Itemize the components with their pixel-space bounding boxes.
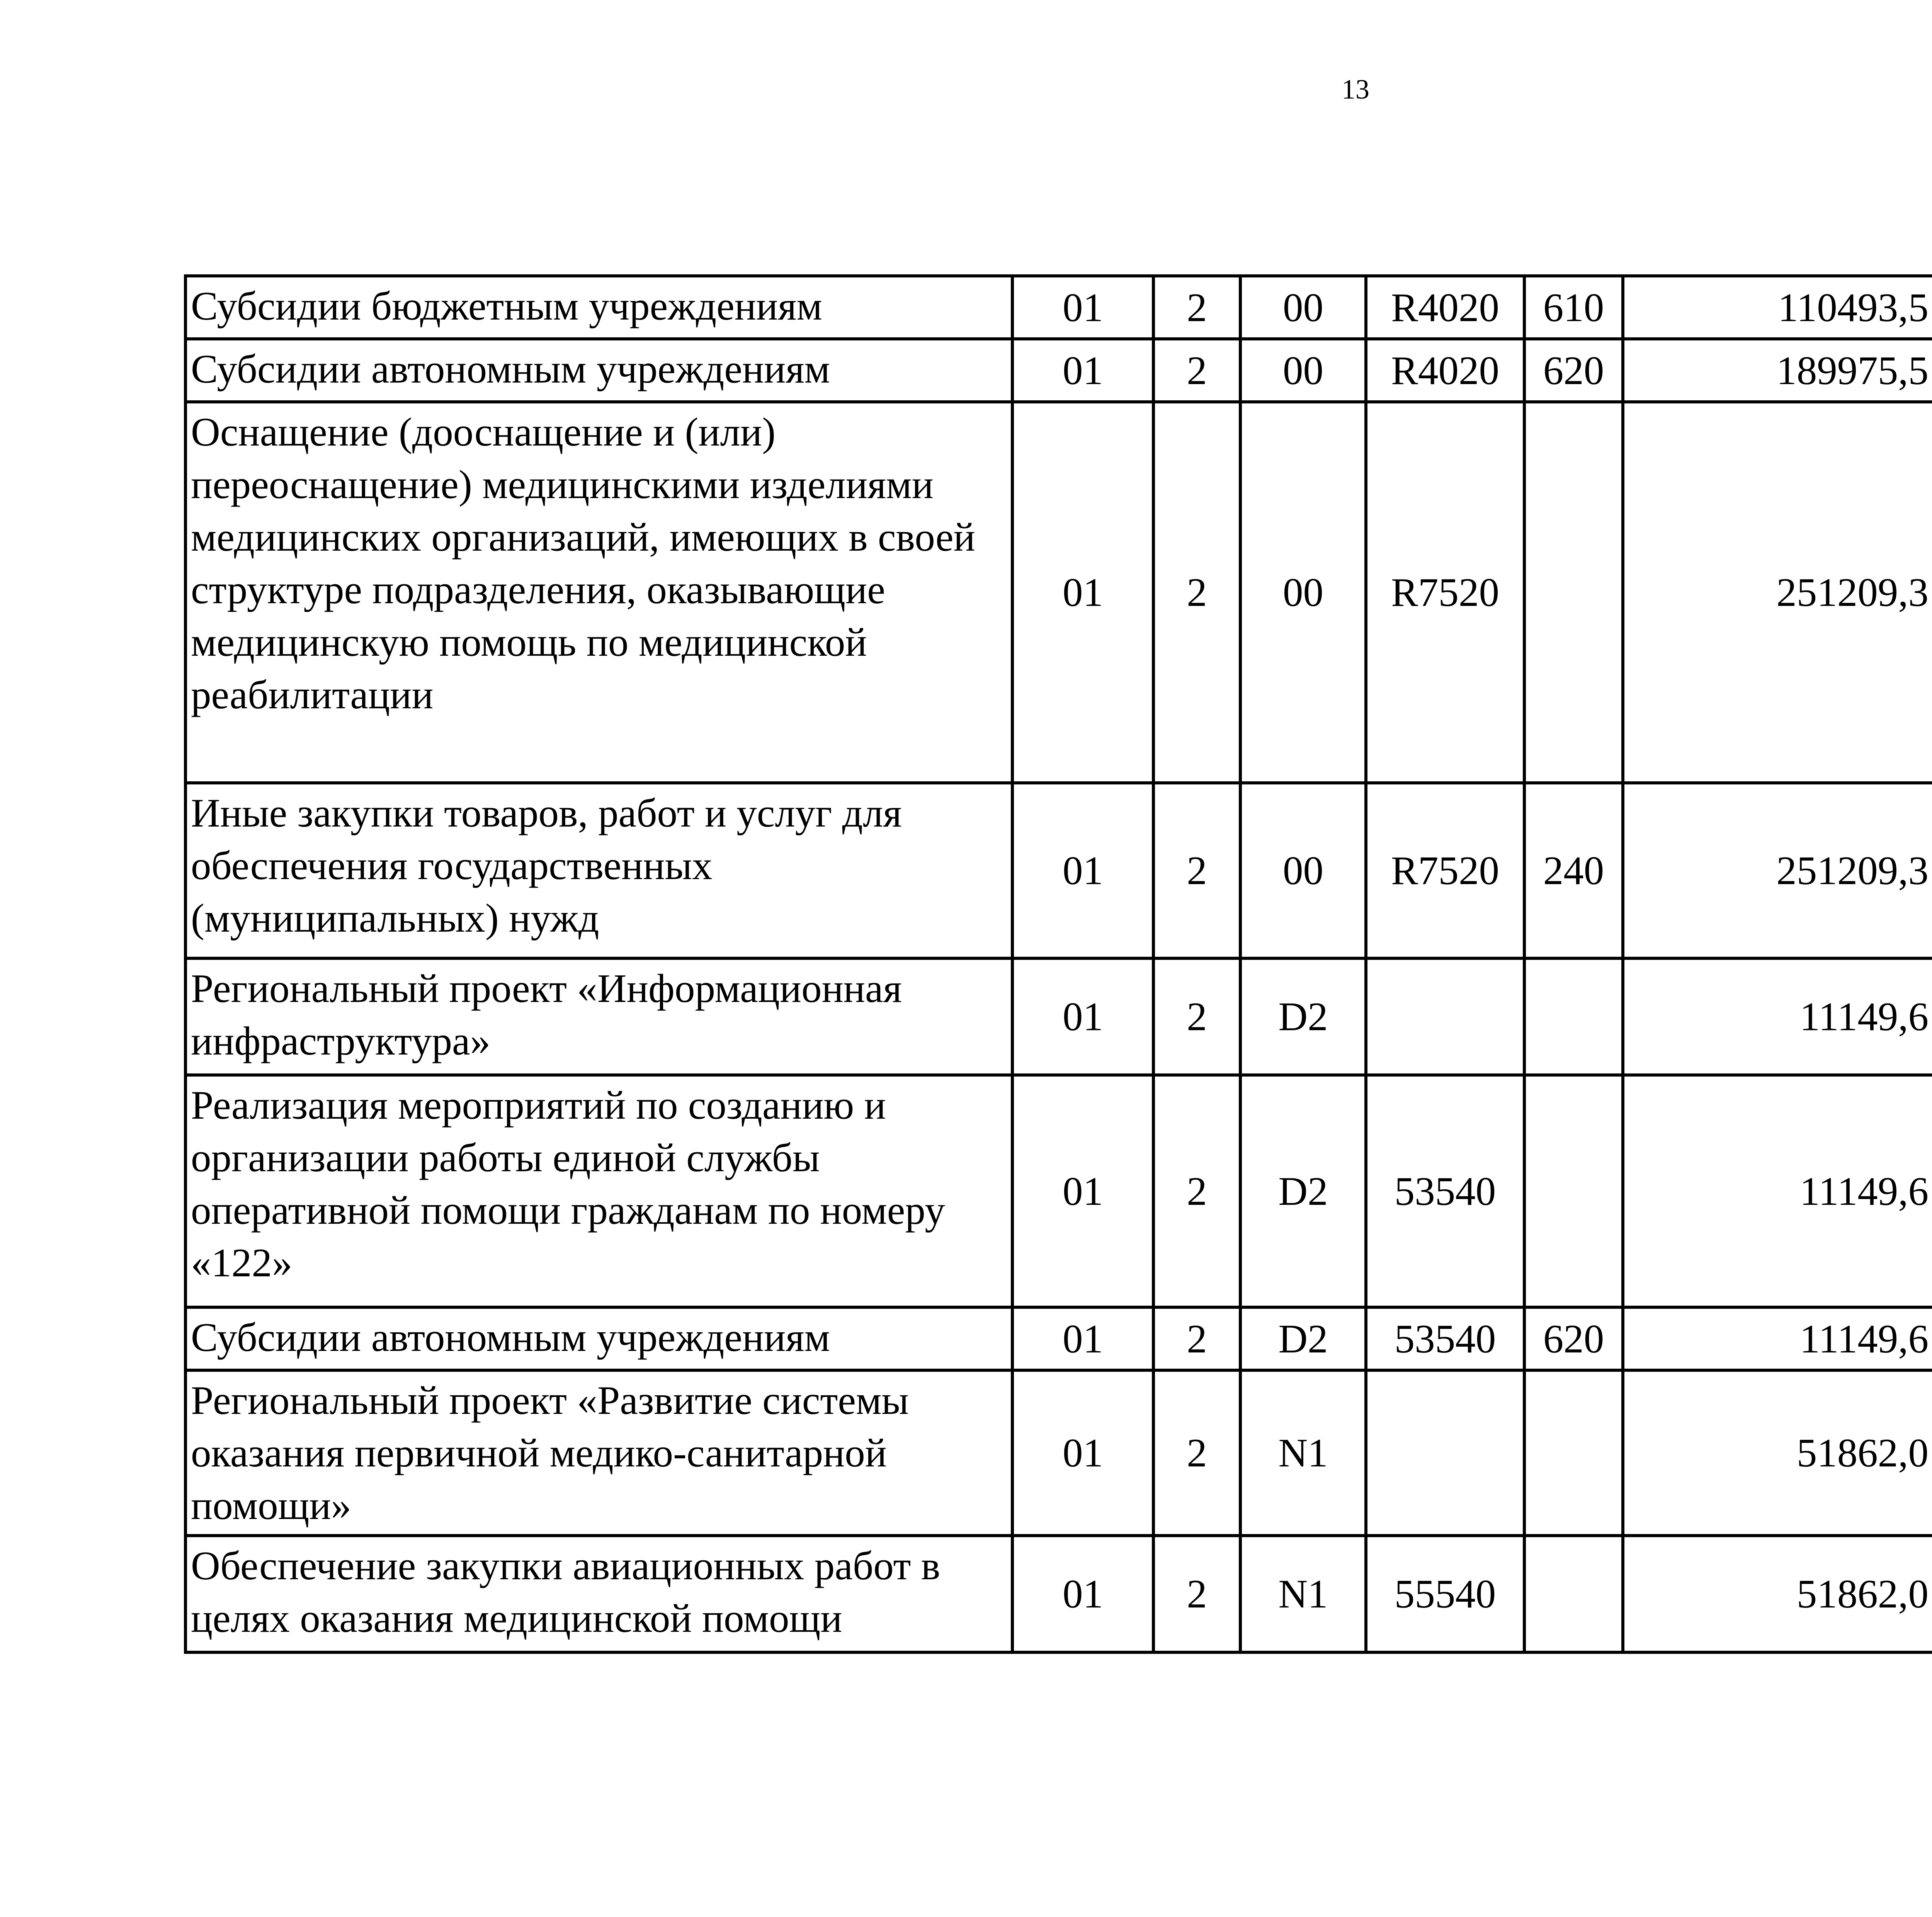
code-subsection: 2 [1153,958,1240,1075]
amount-1: 11149,6 [1623,1307,1932,1370]
table-row [185,783,1932,958]
page-number: 13 [1342,74,1369,105]
row-name: Субсидии бюджетным учреждениям [185,276,1012,339]
code-program: D2 [1240,1307,1366,1370]
code-program: 00 [1240,402,1366,783]
code-program: N1 [1240,1536,1366,1652]
code-target: 55540 [1366,1536,1524,1652]
code-target: R7520 [1366,783,1524,958]
code-subsection: 2 [1153,1370,1240,1536]
code-section: 01 [1012,958,1153,1075]
code-section: 01 [1012,402,1153,783]
code-expense-type: 240 [1524,783,1623,958]
code-target: R7520 [1366,402,1524,783]
code-section: 01 [1012,339,1153,402]
code-subsection: 2 [1153,1075,1240,1307]
row-name: Реализация мероприятий по созданию и организации работы единой службы оперативной помощи гражданам по номеру «122» [185,1075,1012,1307]
code-subsection: 2 [1153,783,1240,958]
table-row [185,1075,1932,1307]
code-subsection: 2 [1153,1536,1240,1652]
code-section: 01 [1012,783,1153,958]
table-row [185,1307,1932,1370]
code-target: R4020 [1366,339,1524,402]
code-target [1366,958,1524,1075]
code-program: 00 [1240,339,1366,402]
amount-1: 11149,6 [1623,958,1932,1075]
code-target: 53540 [1366,1307,1524,1370]
row-name: Субсидии автономным учреждениям [185,339,1012,402]
amount-1: 110493,5 [1623,276,1932,339]
code-expense-type [1524,1536,1623,1652]
code-section: 01 [1012,1536,1153,1652]
code-subsection: 2 [1153,1307,1240,1370]
code-program: 00 [1240,276,1366,339]
code-section: 01 [1012,276,1153,339]
amount-1: 251209,3 [1623,783,1932,958]
table-row [185,339,1932,402]
row-name: Оснащение (дооснащение и (или) переоснащение) медицинскими изделиями медицинских организаций, имеющих в своей структуре подразделения, оказывающие медицинскую помощь по медицинской реабилитации [185,402,1012,783]
code-target [1366,1370,1524,1536]
table-row [185,1536,1932,1652]
amount-1: 189975,5 [1623,339,1932,402]
code-expense-type [1524,1370,1623,1536]
code-target: 53540 [1366,1075,1524,1307]
row-name: Субсидии автономным учреждениям [185,1307,1012,1370]
code-program: 00 [1240,783,1366,958]
table-row [185,958,1932,1075]
code-subsection: 2 [1153,339,1240,402]
code-section: 01 [1012,1370,1153,1536]
table-row [185,1370,1932,1536]
code-expense-type: 620 [1524,339,1623,402]
code-section: 01 [1012,1307,1153,1370]
code-section: 01 [1012,1075,1153,1307]
code-program: D2 [1240,958,1366,1075]
row-name: Региональный проект «Развитие системы оказания первичной медико-санитарной помощи» [185,1370,1012,1536]
amount-1: 251209,3 [1623,402,1932,783]
budget-table [184,274,1932,1654]
row-name: Региональный проект «Информационная инфраструктура» [185,958,1012,1075]
code-target: R4020 [1366,276,1524,339]
amount-1: 51862,0 [1623,1370,1932,1536]
code-expense-type: 620 [1524,1307,1623,1370]
row-name: Иные закупки товаров, работ и услуг для обеспечения государственных (муниципальных) нужд [185,783,1012,958]
table-row [185,402,1932,783]
table-row [185,276,1932,339]
code-expense-type [1524,402,1623,783]
code-subsection: 2 [1153,276,1240,339]
amount-1: 51862,0 [1623,1536,1932,1652]
code-expense-type [1524,1075,1623,1307]
code-program: D2 [1240,1075,1366,1307]
code-expense-type: 610 [1524,276,1623,339]
code-subsection: 2 [1153,402,1240,783]
amount-1: 11149,6 [1623,1075,1932,1307]
code-expense-type [1524,958,1623,1075]
row-name: Обеспечение закупки авиационных работ в целях оказания медицинской помощи [185,1536,1012,1652]
code-program: N1 [1240,1370,1366,1536]
